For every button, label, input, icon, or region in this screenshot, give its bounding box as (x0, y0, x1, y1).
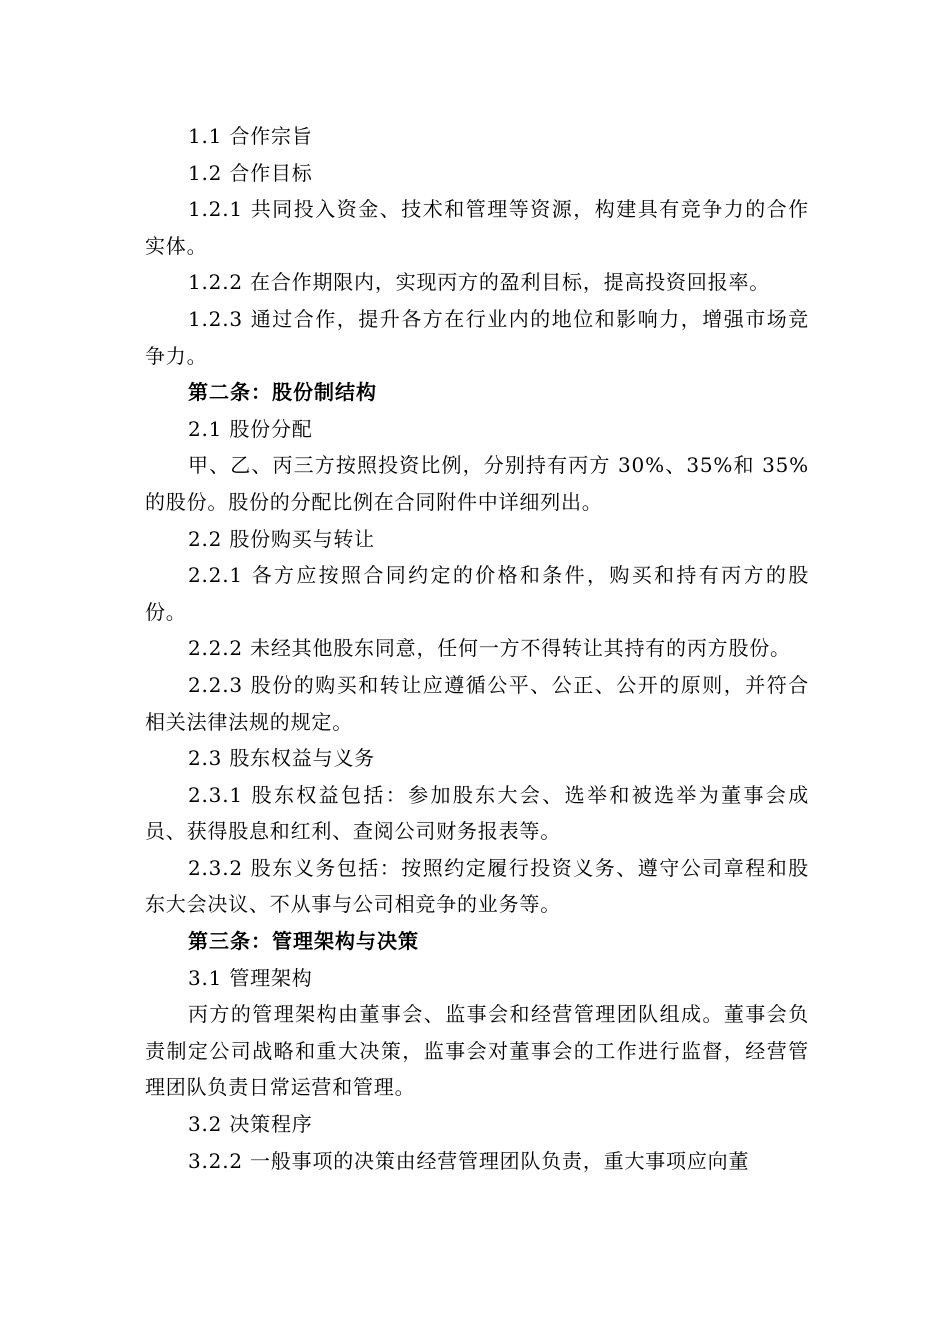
section-heading-3-1: 3.1 管理架构 (188, 965, 313, 990)
document-body (145, 118, 809, 1179)
clause-2-2-3: 2.2.3 股份的购买和转让应遵循公平、公正、公开的原则，并符合相关法律法规的规定。 (145, 672, 809, 734)
section-heading-2-3: 2.3 股东权益与义务 (188, 746, 375, 771)
clause-2-3-2: 2.3.2 股东义务包括：按照约定履行投资义务、遵守公司章程和股东大会决议、不从事与公司相竞争的业务等。 (145, 855, 809, 917)
clause-1-2-2: 1.2.2 在合作期限内，实现丙方的盈利目标，提高投资回报率。 (188, 270, 771, 295)
section-heading-1-2: 1.2 合作目标 (188, 160, 313, 185)
clause-1-2-1: 1.2.1 共同投入资金、技术和管理等资源，构建具有竞争力的合作实体。 (145, 197, 809, 258)
section-heading-1-1: 1.1 合作宗旨 (188, 124, 313, 148)
article-3-heading: 第三条：管理架构与决策 (188, 929, 419, 954)
clause-2-2-1: 2.2.1 各方应按照合同约定的价格和条件，购买和持有丙方的股份。 (145, 563, 809, 624)
article-2-heading: 第二条：股份制结构 (188, 380, 377, 405)
clause-1-2-3: 1.2.3 通过合作，提升各方在行业内的地位和影响力，增强市场竞争力。 (145, 306, 809, 368)
clause-3-2-2: 3.2.2 一般事项的决策由经营管理团队负责，重大事项应向董 (188, 1148, 750, 1173)
clause-2-2-2: 2.2.2 未经其他股东同意，任何一方不得转让其持有的丙方股份。 (188, 636, 791, 661)
section-heading-2-1: 2.1 股份分配 (188, 416, 313, 441)
management-structure-paragraph: 丙方的管理架构由董事会、监事会和经营管理团队组成。董事会负责制定公司战略和重大决策，监事会对董事会的工作进行监督，经营管理团队负责日常运营和管理。 (145, 1002, 809, 1100)
clause-2-3-1: 2.3.1 股东权益包括：参加股东大会、选举和被选举为董事会成员、获得股息和红利、查阅公司财务报表等。 (145, 782, 809, 844)
share-allocation-paragraph: 甲、乙、丙三方按照投资比例，分别持有丙方 30%、35%和 35%的股份。股份的分配比例在合同附件中详细列出。 (145, 453, 809, 514)
section-heading-2-2: 2.2 股份购买与转让 (188, 526, 375, 551)
section-heading-3-2: 3.2 决策程序 (188, 1112, 313, 1137)
